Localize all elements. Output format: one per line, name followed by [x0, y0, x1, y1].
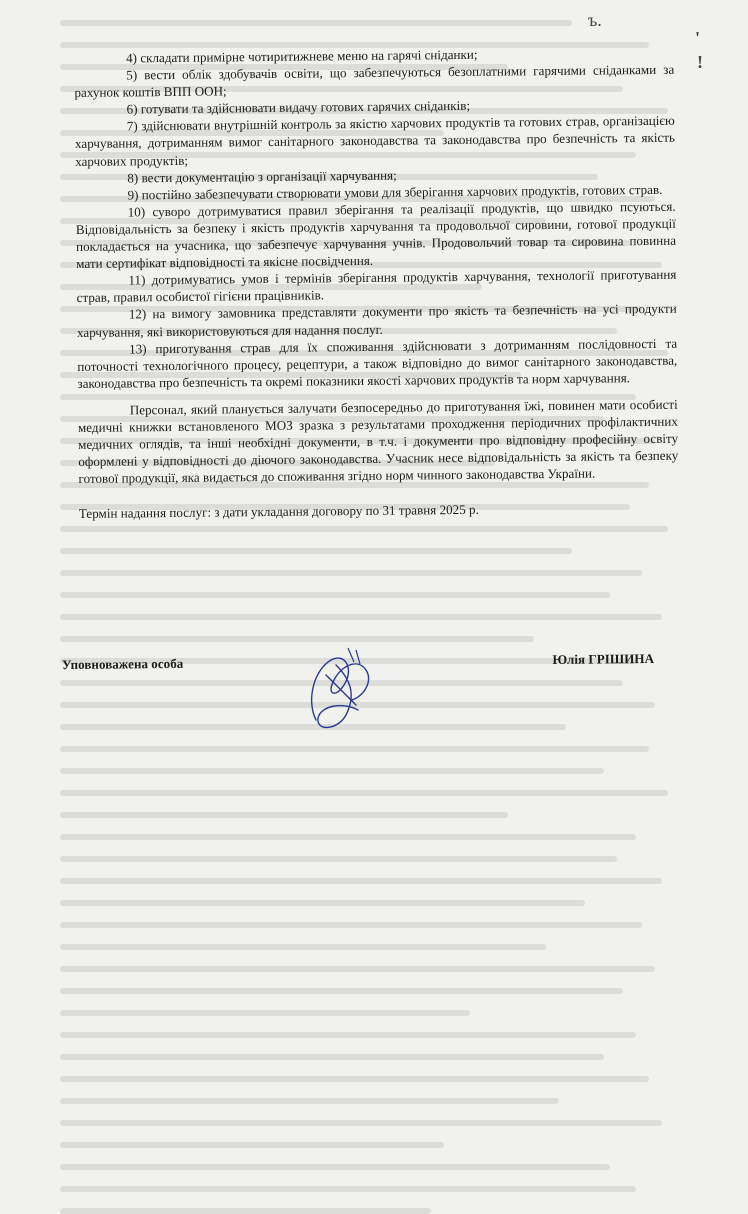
list-item-9: 9) постійно забезпечувати створювати умови для зберігання харчових продуктів, готових страв. — [127, 181, 663, 203]
scan-mark-right-2: ! — [697, 52, 703, 72]
list-item-7: 7) здійснювати внутрішній контроль за якістю харчових продуктів та готових страв, організацією харчування, дотриманням вимог санітарного законодавства та законодавства про безпечність та якість харчових продуктів; — [74, 113, 676, 169]
list-item-8: 8) вести документацію з організації харчування; — [127, 167, 397, 186]
list-item-12: 12) на вимогу замовника представляти документи про якість та безпечність на усі продукти харчування, які використовуються для надання послуг. — [76, 301, 677, 340]
personnel-paragraph: Персонал, який планується залучати безпосередньо до приготування їжі, повинен мати особисті медичні книжки встановленого МОЗ зразка з результатами проходження періодичних профілактичних медичних оглядів, та інші необхідні документи, в т.ч. і документи про відповідну професійну освіту оформлені у відповідності до діючого законодавства. Учасник несе відповідальність за якість та безпеку готової продукції, яка видається до споживання згідно норм чинного законодавства України. — [77, 396, 679, 487]
list-item-13: 13) приготування страв для їх споживання здійснювати з дотриманням послідовності та поточності технологічного процесу, рецептури, а також відповідно до вимог санітарного законодавства, законодавства про безпечність та окремі показники якості харчових продуктів та норм харчування. — [77, 335, 678, 391]
service-term: Термін надання послуг: з дати укладання договору по 31 травня 2025 р. — [78, 502, 479, 522]
scan-mark-top: ъ. — [588, 10, 602, 30]
list-item-5: 5) вести облік здобувачів освіти, що забезпечуються безоплатними гарячими сніданками за рахунок коштів ВПП ООН; — [74, 61, 675, 101]
document-body — [74, 44, 679, 523]
list-item-4: 4) складати примірне чотиритижневе меню на гарячі сніданки; — [126, 46, 478, 66]
scan-mark-right-1: ' — [695, 28, 701, 48]
list-item-11: 11) дотримуватись умов і термінів зберігання продуктів харчування, технології приготування страв, правил особистої гігієни працівників. — [76, 266, 677, 306]
list-item-10: 10) суворо дотримуватися правил зберігання та реалізації продуктів, що швидко псуються. Відповідальність за безпеку і якість продуктів харчування та продовольчої сировини, готової продукції покладається на учасника, що забезпечує харчування учнів. Продовольчий товар та сировина повинна мати сертифікат відповідності та якісне посвідчення. — [75, 198, 677, 272]
authorized-person-label: Уповноважена особа — [61, 655, 184, 673]
signatory-name: Юлія ГРІШИНА — [552, 650, 655, 667]
list-item-6: 6) готувати та здійснювати видачу готових гарячих сніданків; — [126, 98, 471, 117]
handwritten-signature — [296, 640, 386, 740]
